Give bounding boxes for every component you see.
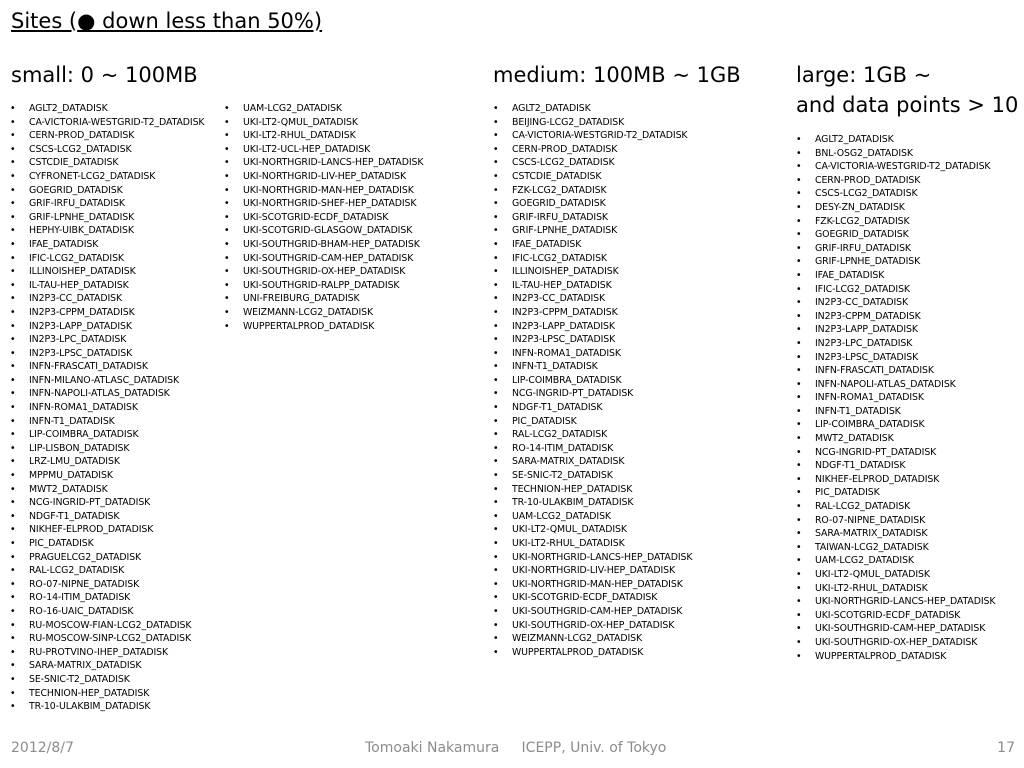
site-list-item: • LIP-COIMBRA_DATADISK bbox=[493, 374, 692, 388]
site-list-item: • UKI-SOUTHGRID-CAM-HEP_DATADISK bbox=[796, 622, 995, 636]
site-list-item: • UKI-SOUTHGRID-BHAM-HEP_DATADISK bbox=[224, 238, 423, 252]
site-list-item: • RAL-LCG2_DATADISK bbox=[10, 564, 204, 578]
site-list-item: • CSCS-LCG2_DATADISK bbox=[493, 156, 692, 170]
site-list-item: • UKI-LT2-RHUL_DATADISK bbox=[224, 129, 423, 143]
site-list-item: • UKI-NORTHGRID-LANCS-HEP_DATADISK bbox=[224, 156, 423, 170]
site-list-item: • UKI-SOUTHGRID-CAM-HEP_DATADISK bbox=[224, 252, 423, 266]
title-suffix: down less than 50%) bbox=[95, 9, 323, 33]
site-list-item: • NDGF-T1_DATADISK bbox=[10, 510, 204, 524]
site-list-item: • RU-PROTVINO-IHEP_DATADISK bbox=[10, 646, 204, 660]
site-list-item: • RU-MOSCOW-SINP-LCG2_DATADISK bbox=[10, 632, 204, 646]
site-list-item: • UKI-LT2-RHUL_DATADISK bbox=[493, 537, 692, 551]
site-list-item: • IFAE_DATADISK bbox=[10, 238, 204, 252]
site-list-item: • CSCS-LCG2_DATADISK bbox=[10, 143, 204, 157]
site-list-item: • UKI-NORTHGRID-MAN-HEP_DATADISK bbox=[224, 184, 423, 198]
site-list-item: • PIC_DATADISK bbox=[10, 537, 204, 551]
site-list-item: • LIP-COIMBRA_DATADISK bbox=[10, 428, 204, 442]
site-list-item: • INFN-FRASCATI_DATADISK bbox=[10, 360, 204, 374]
site-list-item: • UAM-LCG2_DATADISK bbox=[796, 554, 995, 568]
site-list-item: • RO-07-NIPNE_DATADISK bbox=[10, 578, 204, 592]
site-list-item: • AGLT2_DATADISK bbox=[796, 133, 995, 147]
large-heading-line1: large: 1GB ~ bbox=[796, 63, 932, 87]
small-sites-list-col1 bbox=[10, 102, 204, 714]
site-list-item: • AGLT2_DATADISK bbox=[493, 102, 692, 116]
site-list-item: • TR-10-ULAKBIM_DATADISK bbox=[493, 496, 692, 510]
site-list-item: • IN2P3-CPPM_DATADISK bbox=[796, 310, 995, 324]
footer-date: 2012/8/7 bbox=[11, 740, 74, 756]
site-list-item: • GRIF-IRFU_DATADISK bbox=[10, 197, 204, 211]
site-list-item: • FZK-LCG2_DATADISK bbox=[493, 184, 692, 198]
site-list-item: • WEIZMANN-LCG2_DATADISK bbox=[493, 632, 692, 646]
site-list-item: • TECHNION-HEP_DATADISK bbox=[10, 687, 204, 701]
site-list-item: • NCG-INGRID-PT_DATADISK bbox=[493, 387, 692, 401]
site-list-item: • PIC_DATADISK bbox=[493, 415, 692, 429]
site-list-item: • IN2P3-LAPP_DATADISK bbox=[10, 320, 204, 334]
large-sites-list bbox=[796, 133, 995, 663]
large-heading-line2: and data points > 10 bbox=[796, 93, 1019, 117]
site-list-item: • INFN-NAPOLI-ATLAS_DATADISK bbox=[10, 387, 204, 401]
site-list-item: • CERN-PROD_DATADISK bbox=[493, 143, 692, 157]
site-list-item: • AGLT2_DATADISK bbox=[10, 102, 204, 116]
small-heading: small: 0 ~ 100MB bbox=[11, 63, 198, 87]
site-list-item: • BNL-OSG2_DATADISK bbox=[796, 147, 995, 161]
site-list-item: • IFAE_DATADISK bbox=[493, 238, 692, 252]
site-list-item: • GRIF-IRFU_DATADISK bbox=[796, 242, 995, 256]
site-list-item: • IFIC-LCG2_DATADISK bbox=[796, 283, 995, 297]
site-list-item: • INFN-MILANO-ATLASC_DATADISK bbox=[10, 374, 204, 388]
site-list-item: • IFIC-LCG2_DATADISK bbox=[10, 252, 204, 266]
site-list-item: • GRIF-LPNHE_DATADISK bbox=[493, 224, 692, 238]
site-list-item: • GRIF-IRFU_DATADISK bbox=[493, 211, 692, 225]
site-list-item: • NCG-INGRID-PT_DATADISK bbox=[10, 496, 204, 510]
site-list-item: • IL-TAU-HEP_DATADISK bbox=[493, 279, 692, 293]
site-list-item: • UKI-LT2-QMUL_DATADISK bbox=[493, 523, 692, 537]
site-list-item: • SARA-MATRIX_DATADISK bbox=[10, 659, 204, 673]
site-list-item: • RO-14-ITIM_DATADISK bbox=[493, 442, 692, 456]
site-list-item: • UNI-FREIBURG_DATADISK bbox=[224, 292, 423, 306]
site-list-item: • RAL-LCG2_DATADISK bbox=[493, 428, 692, 442]
site-list-item: • CA-VICTORIA-WESTGRID-T2_DATADISK bbox=[796, 160, 995, 174]
site-list-item: • MPPMU_DATADISK bbox=[10, 469, 204, 483]
small-sites-list-col2 bbox=[224, 102, 423, 333]
site-list-item: • WUPPERTALPROD_DATADISK bbox=[796, 650, 995, 664]
site-list-item: • UKI-LT2-UCL-HEP_DATADISK bbox=[224, 143, 423, 157]
site-list-item: • UAM-LCG2_DATADISK bbox=[493, 510, 692, 524]
site-list-item: • FZK-LCG2_DATADISK bbox=[796, 215, 995, 229]
site-list-item: • INFN-T1_DATADISK bbox=[10, 415, 204, 429]
site-list-item: • IN2P3-CC_DATADISK bbox=[796, 296, 995, 310]
site-list-item: • NDGF-T1_DATADISK bbox=[796, 459, 995, 473]
site-list-item: • LIP-COIMBRA_DATADISK bbox=[796, 418, 995, 432]
site-list-item: • IL-TAU-HEP_DATADISK bbox=[10, 279, 204, 293]
site-list-item: • RO-07-NIPNE_DATADISK bbox=[796, 514, 995, 528]
site-list-item: • RAL-LCG2_DATADISK bbox=[796, 500, 995, 514]
site-list-item: • UKI-SOUTHGRID-CAM-HEP_DATADISK bbox=[493, 605, 692, 619]
site-list-item: • INFN-ROMA1_DATADISK bbox=[796, 391, 995, 405]
footer-author: Tomoaki Nakamura ICEPP, Univ. of Tokyo bbox=[365, 740, 667, 756]
site-list-item: • INFN-ROMA1_DATADISK bbox=[493, 347, 692, 361]
site-list-item: • INFN-ROMA1_DATADISK bbox=[10, 401, 204, 415]
site-list-item: • IFIC-LCG2_DATADISK bbox=[493, 252, 692, 266]
site-list-item: • INFN-FRASCATI_DATADISK bbox=[796, 364, 995, 378]
title-prefix: Sites ( bbox=[11, 9, 78, 33]
site-list-item: • UKI-LT2-RHUL_DATADISK bbox=[796, 582, 995, 596]
site-list-item: • DESY-ZN_DATADISK bbox=[796, 201, 995, 215]
site-list-item: • NIKHEF-ELPROD_DATADISK bbox=[10, 523, 204, 537]
footer-page-number: 17 bbox=[997, 740, 1015, 756]
medium-heading: medium: 100MB ~ 1GB bbox=[493, 63, 741, 87]
site-list-item: • UKI-SCOTGRID-ECDF_DATADISK bbox=[493, 591, 692, 605]
medium-sites-list bbox=[493, 102, 692, 659]
site-list-item: • GOEGRID_DATADISK bbox=[10, 184, 204, 198]
site-list-item: • ILLINOISHEP_DATADISK bbox=[10, 265, 204, 279]
site-list-item: • RU-MOSCOW-FIAN-LCG2_DATADISK bbox=[10, 619, 204, 633]
site-list-item: • HEPHY-UIBK_DATADISK bbox=[10, 224, 204, 238]
site-list-item: • IN2P3-LPSC_DATADISK bbox=[10, 347, 204, 361]
site-list-item: • UKI-NORTHGRID-LIV-HEP_DATADISK bbox=[224, 170, 423, 184]
site-list-item: • NCG-INGRID-PT_DATADISK bbox=[796, 446, 995, 460]
site-list-item: • CERN-PROD_DATADISK bbox=[10, 129, 204, 143]
site-list-item: • UKI-SOUTHGRID-RALPP_DATADISK bbox=[224, 279, 423, 293]
site-list-item: • INFN-NAPOLI-ATLAS_DATADISK bbox=[796, 378, 995, 392]
site-list-item: • RO-16-UAIC_DATADISK bbox=[10, 605, 204, 619]
site-list-item: • SE-SNIC-T2_DATADISK bbox=[493, 469, 692, 483]
site-list-item: • UKI-NORTHGRID-LANCS-HEP_DATADISK bbox=[493, 551, 692, 565]
site-list-item: • MWT2_DATADISK bbox=[10, 483, 204, 497]
site-list-item: • UKI-NORTHGRID-LANCS-HEP_DATADISK bbox=[796, 595, 995, 609]
site-list-item: • LIP-LISBON_DATADISK bbox=[10, 442, 204, 456]
site-list-item: • SARA-MATRIX_DATADISK bbox=[493, 455, 692, 469]
site-list-item: • UKI-SCOTGRID-GLASGOW_DATADISK bbox=[224, 224, 423, 238]
site-list-item: • PIC_DATADISK bbox=[796, 486, 995, 500]
site-list-item: • GRIF-LPNHE_DATADISK bbox=[796, 255, 995, 269]
site-list-item: • ILLINOISHEP_DATADISK bbox=[493, 265, 692, 279]
site-list-item: • TECHNION-HEP_DATADISK bbox=[493, 483, 692, 497]
circle-marker-icon: ● bbox=[77, 9, 96, 33]
site-list-item: • GOEGRID_DATADISK bbox=[796, 228, 995, 242]
site-list-item: • UAM-LCG2_DATADISK bbox=[224, 102, 423, 116]
site-list-item: • IN2P3-LAPP_DATADISK bbox=[796, 323, 995, 337]
site-list-item: • IN2P3-LAPP_DATADISK bbox=[493, 320, 692, 334]
site-list-item: • IN2P3-LPC_DATADISK bbox=[796, 337, 995, 351]
site-list-item: • WUPPERTALPROD_DATADISK bbox=[493, 646, 692, 660]
site-list-item: • UKI-SOUTHGRID-OX-HEP_DATADISK bbox=[224, 265, 423, 279]
site-list-item: • PRAGUELCG2_DATADISK bbox=[10, 551, 204, 565]
site-list-item: • BEIJING-LCG2_DATADISK bbox=[493, 116, 692, 130]
site-list-item: • INFN-T1_DATADISK bbox=[796, 405, 995, 419]
site-list-item: • TAIWAN-LCG2_DATADISK bbox=[796, 541, 995, 555]
site-list-item: • IN2P3-CC_DATADISK bbox=[493, 292, 692, 306]
site-list-item: • IN2P3-LPSC_DATADISK bbox=[493, 333, 692, 347]
site-list-item: • IN2P3-CPPM_DATADISK bbox=[10, 306, 204, 320]
slide-title bbox=[11, 8, 322, 34]
site-list-item: • UKI-SOUTHGRID-OX-HEP_DATADISK bbox=[796, 636, 995, 650]
site-list-item: • UKI-SOUTHGRID-OX-HEP_DATADISK bbox=[493, 619, 692, 633]
site-list-item: • NIKHEF-ELPROD_DATADISK bbox=[796, 473, 995, 487]
site-list-item: • CERN-PROD_DATADISK bbox=[796, 174, 995, 188]
site-list-item: • IN2P3-LPSC_DATADISK bbox=[796, 351, 995, 365]
site-list-item: • UKI-LT2-QMUL_DATADISK bbox=[796, 568, 995, 582]
site-list-item: • IN2P3-CC_DATADISK bbox=[10, 292, 204, 306]
site-list-item: • CSCS-LCG2_DATADISK bbox=[796, 187, 995, 201]
site-list-item: • NDGF-T1_DATADISK bbox=[493, 401, 692, 415]
site-list-item: • TR-10-ULAKBIM_DATADISK bbox=[10, 700, 204, 714]
site-list-item: • UKI-NORTHGRID-SHEF-HEP_DATADISK bbox=[224, 197, 423, 211]
site-list-item: • WUPPERTALPROD_DATADISK bbox=[224, 320, 423, 334]
site-list-item: • GRIF-LPNHE_DATADISK bbox=[10, 211, 204, 225]
site-list-item: • CA-VICTORIA-WESTGRID-T2_DATADISK bbox=[10, 116, 204, 130]
site-list-item: • UKI-LT2-QMUL_DATADISK bbox=[224, 116, 423, 130]
site-list-item: • CA-VICTORIA-WESTGRID-T2_DATADISK bbox=[493, 129, 692, 143]
site-list-item: • IFAE_DATADISK bbox=[796, 269, 995, 283]
site-list-item: • IN2P3-CPPM_DATADISK bbox=[493, 306, 692, 320]
site-list-item: • LRZ-LMU_DATADISK bbox=[10, 455, 204, 469]
site-list-item: • RO-14-ITIM_DATADISK bbox=[10, 591, 204, 605]
site-list-item: • CSTCDIE_DATADISK bbox=[10, 156, 204, 170]
site-list-item: • UKI-NORTHGRID-MAN-HEP_DATADISK bbox=[493, 578, 692, 592]
site-list-item: • UKI-NORTHGRID-LIV-HEP_DATADISK bbox=[493, 564, 692, 578]
site-list-item: • IN2P3-LPC_DATADISK bbox=[10, 333, 204, 347]
large-heading bbox=[796, 60, 1018, 120]
site-list-item: • CYFRONET-LCG2_DATADISK bbox=[10, 170, 204, 184]
site-list-item: • INFN-T1_DATADISK bbox=[493, 360, 692, 374]
site-list-item: • SARA-MATRIX_DATADISK bbox=[796, 527, 995, 541]
site-list-item: • GOEGRID_DATADISK bbox=[493, 197, 692, 211]
site-list-item: • UKI-SCOTGRID-ECDF_DATADISK bbox=[796, 609, 995, 623]
site-list-item: • WEIZMANN-LCG2_DATADISK bbox=[224, 306, 423, 320]
site-list-item: • CSTCDIE_DATADISK bbox=[493, 170, 692, 184]
site-list-item: • MWT2_DATADISK bbox=[796, 432, 995, 446]
site-list-item: • SE-SNIC-T2_DATADISK bbox=[10, 673, 204, 687]
site-list-item: • UKI-SCOTGRID-ECDF_DATADISK bbox=[224, 211, 423, 225]
